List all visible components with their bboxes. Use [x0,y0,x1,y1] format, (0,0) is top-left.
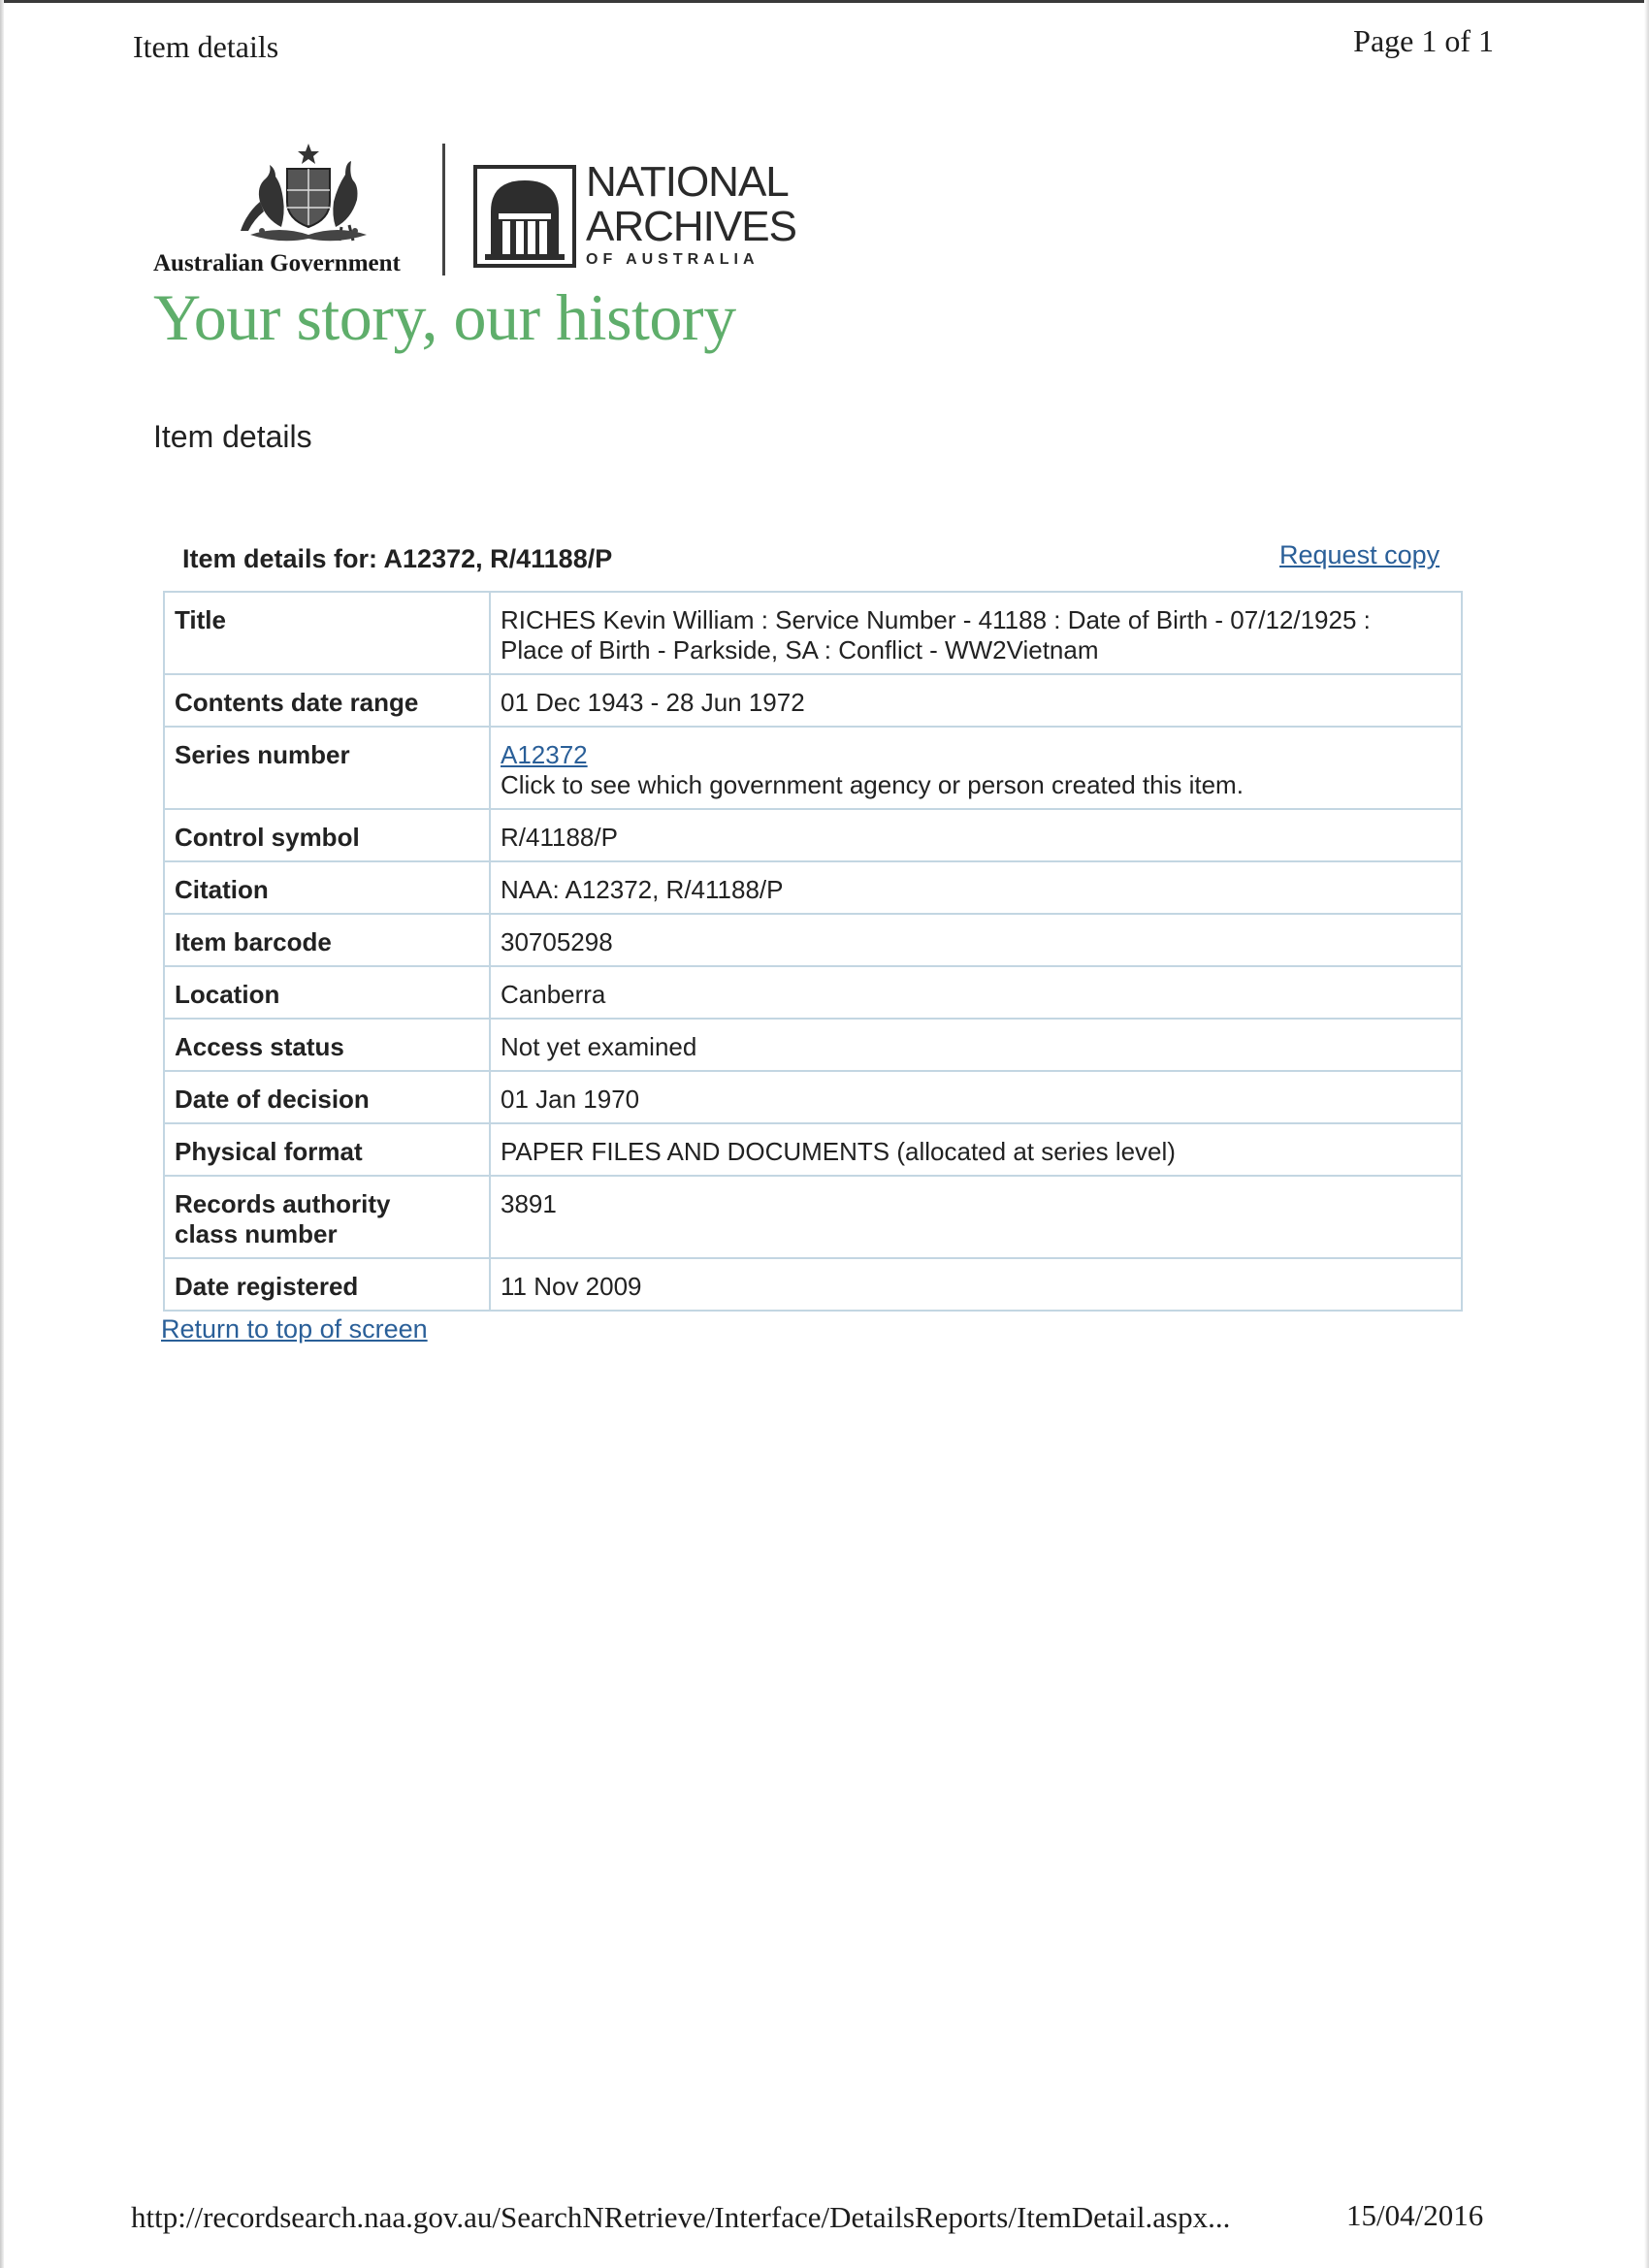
records-authority-label-line-2: class number [175,1219,338,1248]
row-label: Location [164,966,490,1019]
row-value [490,592,1462,674]
title-line-2: Place of Birth - Parkside, SA : Conflict - WW2Vietnam [501,635,1099,664]
row-label: Contents date range [164,674,490,727]
print-header-page-number: Page 1 of 1 [1353,23,1494,58]
row-label: Control symbol [164,809,490,861]
australian-government-wordmark: Australian Government [153,250,401,276]
row-value: 30705298 [490,914,1462,966]
table-row-physical-format [164,1123,1462,1176]
row-label: Date registered [164,1258,490,1311]
row-label: Physical format [164,1123,490,1176]
archives-wordmark-line2: ARCHIVES [586,203,796,250]
archives-wordmark-line1: NATIONAL [586,158,789,206]
table-row-records-authority [164,1176,1462,1258]
row-value: R/41188/P [490,809,1462,861]
row-label: Date of decision [164,1071,490,1123]
row-label: Citation [164,861,490,914]
naa-logo [153,142,813,365]
row-value: Not yet examined [490,1019,1462,1071]
table-row-date-registered [164,1258,1462,1311]
row-value: NAA: A12372, R/41188/P [490,861,1462,914]
row-label [164,1176,490,1258]
return-to-top-link[interactable]: Return to top of screen [161,1314,428,1344]
row-value [490,727,1462,809]
series-number-note: Click to see which government agency or person created this item. [501,770,1244,799]
footer-print-date: 15/04/2016 [1346,2198,1484,2232]
table-row-citation [164,861,1462,914]
row-label: Title [164,592,490,674]
table-row-contents-date-range [164,674,1462,727]
tagline: Your story, our history [153,280,736,354]
title-line-1: RICHES Kevin William : Service Number - 41188 : Date of Birth - 07/12/1925 : [501,605,1371,634]
table-row-item-barcode [164,914,1462,966]
records-authority-label-line-1: Records authority [175,1189,391,1218]
coat-of-arms-icon [211,142,405,248]
page-heading: Item details [153,419,312,454]
table-row-series-number [164,727,1462,809]
item-details-heading: Item details for: A12372, R/41188/P [182,544,613,573]
print-header-title: Item details [133,29,279,64]
national-archives-wordmark [586,158,796,268]
table-row-access-status [164,1019,1462,1071]
archives-wordmark-line3: OF AUSTRALIA [586,251,760,268]
table-row-date-of-decision [164,1071,1462,1123]
row-label: Item barcode [164,914,490,966]
row-value: PAPER FILES AND DOCUMENTS (allocated at series level) [490,1123,1462,1176]
logo-divider [442,144,445,275]
table-row-title [164,592,1462,674]
row-value: Canberra [490,966,1462,1019]
series-number-link[interactable]: A12372 [501,740,588,769]
row-label: Access status [164,1019,490,1071]
table-row-location [164,966,1462,1019]
row-label: Series number [164,727,490,809]
scan-edge-top [0,0,1649,3]
item-details-table [163,591,1463,1312]
scan-edge-right [1644,0,1649,2268]
scan-edge-left [0,0,4,2268]
archives-building-icon [473,165,576,268]
row-value: 11 Nov 2009 [490,1258,1462,1311]
row-value: 01 Jan 1970 [490,1071,1462,1123]
footer-url: http://recordsearch.naa.gov.au/SearchNRetrieve/Interface/DetailsReports/ItemDetail.aspx... [131,2200,1231,2234]
table-row-control-symbol [164,809,1462,861]
request-copy-link[interactable]: Request copy [1279,540,1440,569]
row-value: 01 Dec 1943 - 28 Jun 1972 [490,674,1462,727]
row-value: 3891 [490,1176,1462,1258]
